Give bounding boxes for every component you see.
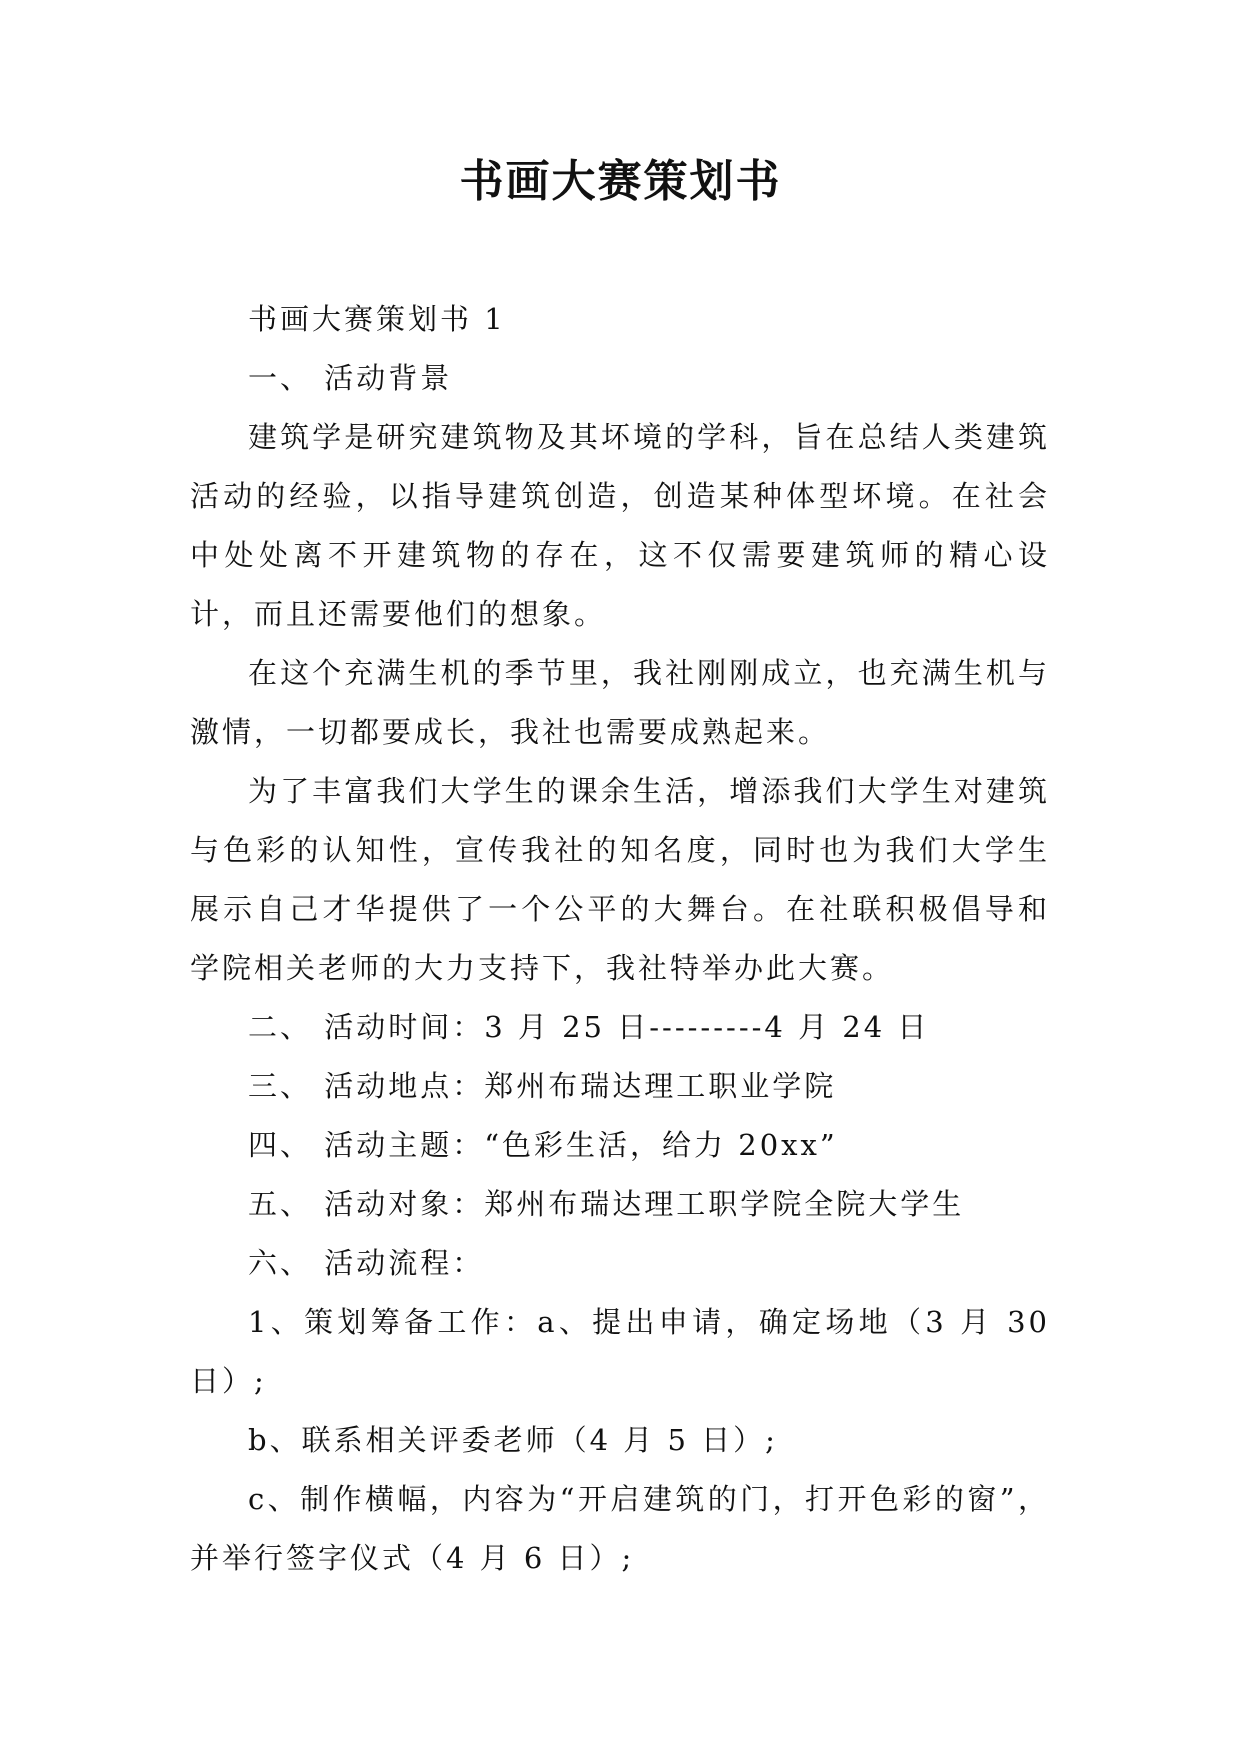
document-title: 书画大赛策划书 xyxy=(459,156,782,207)
paragraph: 建筑学是研究建筑物及其坏境的学科，旨在总结人类建筑活动的经验，以指导建筑创造，创造某种体型坏境。在社会中处处离不开建筑物的存在，这不仅需要建筑师的精心设计，而且还需要他们的想象。 xyxy=(190,420,1050,631)
paragraph: 在这个充满生机的季节里，我社刚刚成立，也充满生机与激情，一切都要成长，我社也需要成熟起来。 xyxy=(190,656,1050,749)
list-item: 三、 活动地点：郑州布瑞达理工职业学院 xyxy=(248,1069,837,1103)
list-item: 五、 活动对象：郑州布瑞达理工职学院全院大学生 xyxy=(248,1187,965,1221)
document-body xyxy=(190,290,1050,1588)
section-heading: 一、 活动背景 xyxy=(248,361,453,395)
list-item: 六、 活动流程： xyxy=(248,1246,485,1280)
section-heading: 书画大赛策划书 1 xyxy=(248,302,506,336)
paragraph: 为了丰富我们大学生的课余生活，增添我们大学生对建筑与色彩的认知性，宣传我社的知名度，同时也为我们大学生展示自己才华提供了一个公平的大舞台。在社联积极倡导和学院相关老师的大力支持下，我社特举办此大赛。 xyxy=(190,774,1050,985)
list-item: b、联系相关评委老师（4 月 5 日）; xyxy=(248,1423,778,1457)
list-item: 1、策划筹备工作：a、提出申请，确定场地（3 月 30 日）; xyxy=(190,1305,1050,1398)
list-item: c、制作横幅，内容为“开启建筑的门，打开色彩的窗”，并举行签字仪式（4 月 6 日）; xyxy=(190,1482,1050,1575)
list-item: 四、 活动主题：“色彩生活，给力 20xx” xyxy=(248,1128,838,1162)
list-item: 二、 活动时间：3 月 25 日---------4 月 24 日 xyxy=(248,1010,930,1044)
